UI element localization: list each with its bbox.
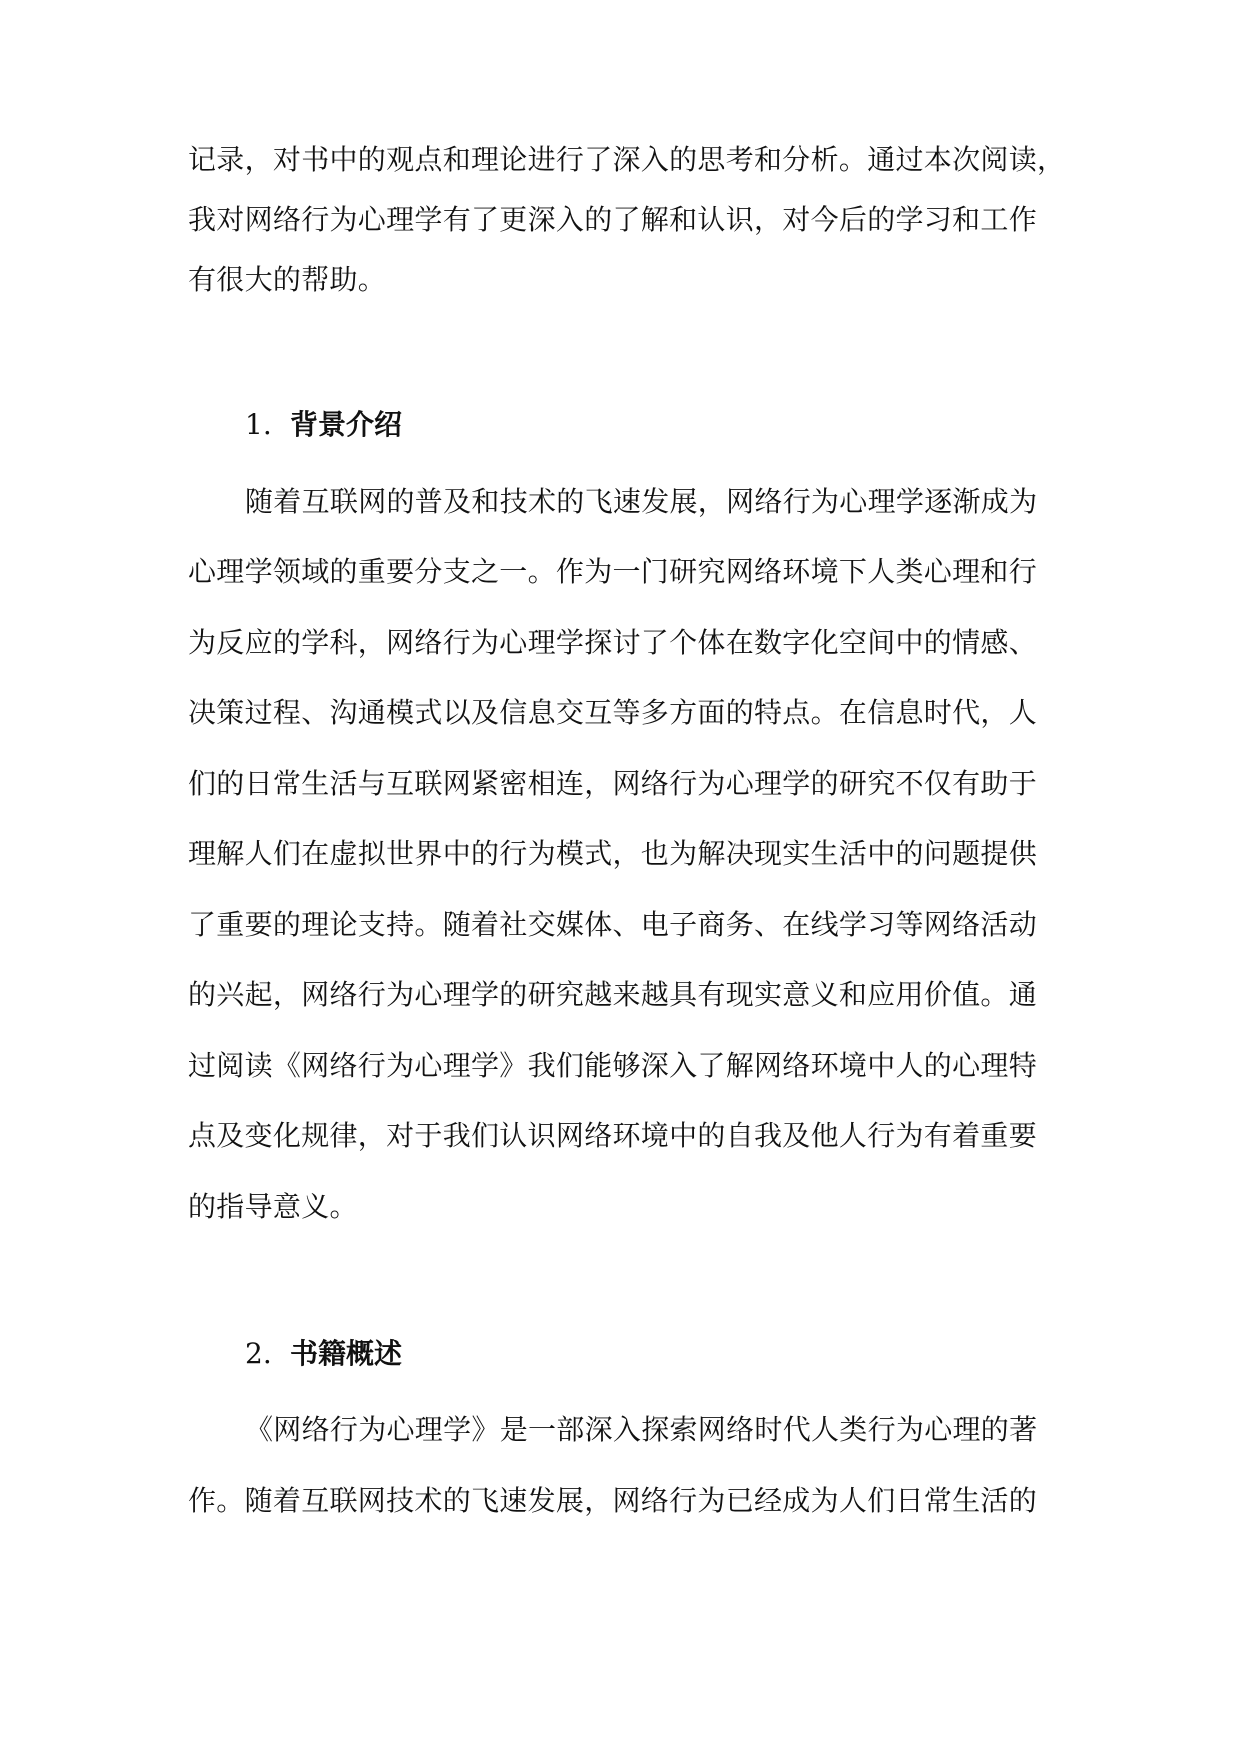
intro-line-1: 记录，对书中的观点和理论进行了深入的思考和分析。通过本次阅读， — [188, 143, 1066, 176]
section-1-line-4: 决策过程、沟通模式以及信息交互等多方面的特点。在信息时代，人 — [188, 696, 1038, 729]
section-2-heading — [245, 1334, 402, 1374]
intro-line-2: 我对网络行为心理学有了更深入的了解和认识，对今后的学习和工作 — [188, 203, 1038, 236]
section-2-line-2: 作。随着互联网技术的飞速发展，网络行为已经成为人们日常生活的 — [188, 1484, 1038, 1517]
section-2-number: 2. — [245, 1337, 272, 1370]
section-1-line-3: 为反应的学科，网络行为心理学探讨了个体在数字化空间中的情感、 — [188, 626, 1038, 659]
section-1-line-5: 们的日常生活与互联网紧密相连，网络行为心理学的研究不仅有助于 — [188, 767, 1038, 800]
section-1-number: 1. — [245, 408, 272, 441]
intro-line-3: 有很大的帮助。 — [188, 263, 387, 296]
section-2-line-1: 《网络行为心理学》是一部深入探索网络时代人类行为心理的著 — [245, 1413, 1038, 1446]
section-1-line-6: 理解人们在虚拟世界中的行为模式，也为解决现实生活中的问题提供 — [188, 837, 1038, 870]
section-1-heading — [245, 405, 402, 445]
section-1-line-2: 心理学领域的重要分支之一。作为一门研究网络环境下人类心理和行 — [188, 555, 1038, 588]
section-1-title: 背景介绍 — [290, 408, 403, 441]
section-1-line-7: 了重要的理论支持。随着社交媒体、电子商务、在线学习等网络活动 — [188, 908, 1038, 941]
section-1-line-10: 点及变化规律，对于我们认识网络环境中的自我及他人行为有着重要 — [188, 1119, 1038, 1152]
section-1-line-8: 的兴起，网络行为心理学的研究越来越具有现实意义和应用价值。通 — [188, 978, 1038, 1011]
section-1-line-9: 过阅读《网络行为心理学》我们能够深入了解网络环境中人的心理特 — [188, 1049, 1038, 1082]
section-1-line-11: 的指导意义。 — [188, 1190, 358, 1223]
section-2-title: 书籍概述 — [290, 1337, 403, 1370]
section-1-line-1: 随着互联网的普及和技术的飞速发展，网络行为心理学逐渐成为 — [245, 485, 1038, 518]
